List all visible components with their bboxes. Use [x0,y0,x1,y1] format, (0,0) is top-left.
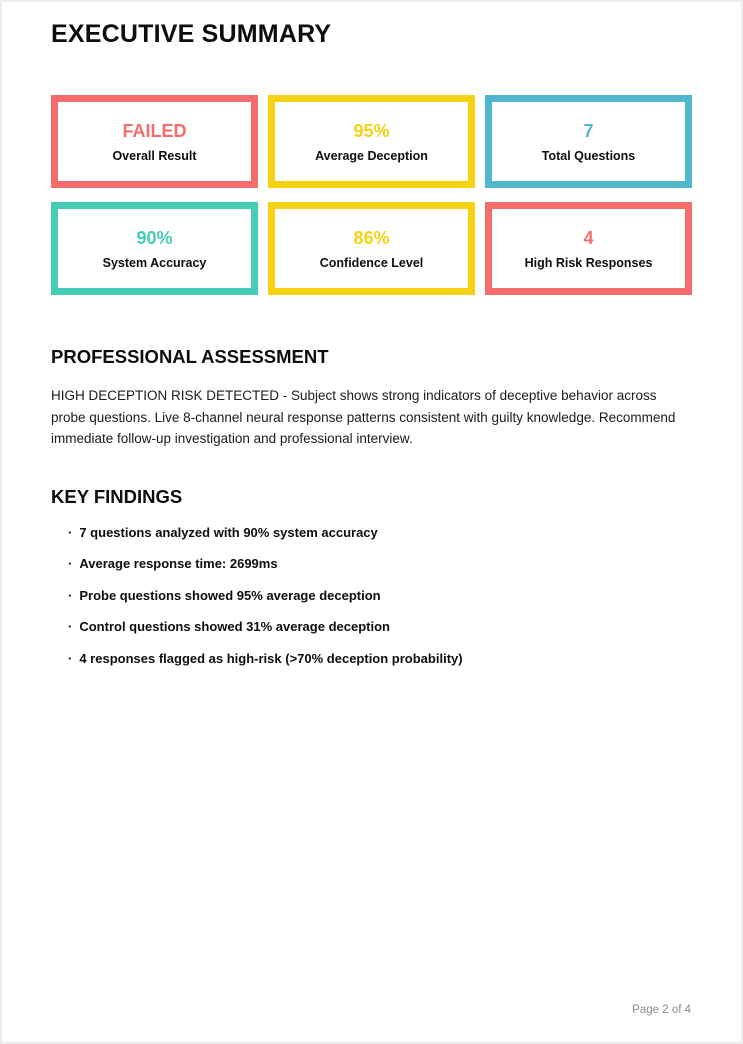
stat-label: Overall Result [112,148,197,163]
stat-value: 86% [353,227,390,248]
finding-text: 7 questions analyzed with 90% system accuracy [79,524,378,540]
stat-label: Total Questions [541,148,636,163]
bullet-icon: · [68,556,73,571]
finding-text: Control questions showed 31% average deception [79,619,390,634]
stat-label: Average Deception [315,148,428,163]
stat-card [51,95,258,188]
stat-label: System Accuracy [102,255,207,270]
finding-item [68,556,692,571]
stat-card [485,95,692,188]
stat-card [268,202,475,295]
finding-item [68,619,692,634]
finding-item [68,525,692,540]
stat-card [51,202,258,295]
stat-label: High Risk Responses [524,255,653,270]
stat-card [485,202,692,295]
finding-text: Average response time: 2699ms [79,556,278,571]
bullet-icon: · [68,524,73,540]
assessment-body-text: HIGH DECEPTION RISK DETECTED - Subject shows strong indicators of deceptive behavior across probe questions. Live 8-channel neural response patterns consistent with guilty knowledge. Recommend immediate follow-up investigation and professional interview. [51,388,676,446]
page-title: EXECUTIVE SUMMARY [51,20,332,48]
stat-value: 4 [583,227,594,248]
finding-text: 4 responses flagged as high-risk (>70% deception probability) [79,650,463,666]
finding-item [68,588,692,603]
stat-label: Confidence Level [319,255,424,270]
key-findings-section [51,486,692,666]
findings-heading: KEY FINDINGS [51,485,183,507]
page-number: Page 2 of 4 [632,1004,691,1016]
report-page [2,2,741,666]
stats-grid [51,95,692,295]
findings-list [51,525,692,666]
stat-value: 95% [353,120,390,141]
stat-value: 90% [136,227,173,248]
assessment-heading: PROFESSIONAL ASSESSMENT [51,346,329,367]
finding-text: Probe questions showed 95% average deception [79,587,381,603]
stat-card [268,95,475,188]
bullet-icon: · [68,650,73,666]
stat-value: 7 [583,120,594,141]
professional-assessment-section [51,346,692,450]
stat-value: FAILED [122,120,187,141]
bullet-icon: · [68,587,73,603]
bullet-icon: · [68,619,73,634]
finding-item [68,651,692,666]
